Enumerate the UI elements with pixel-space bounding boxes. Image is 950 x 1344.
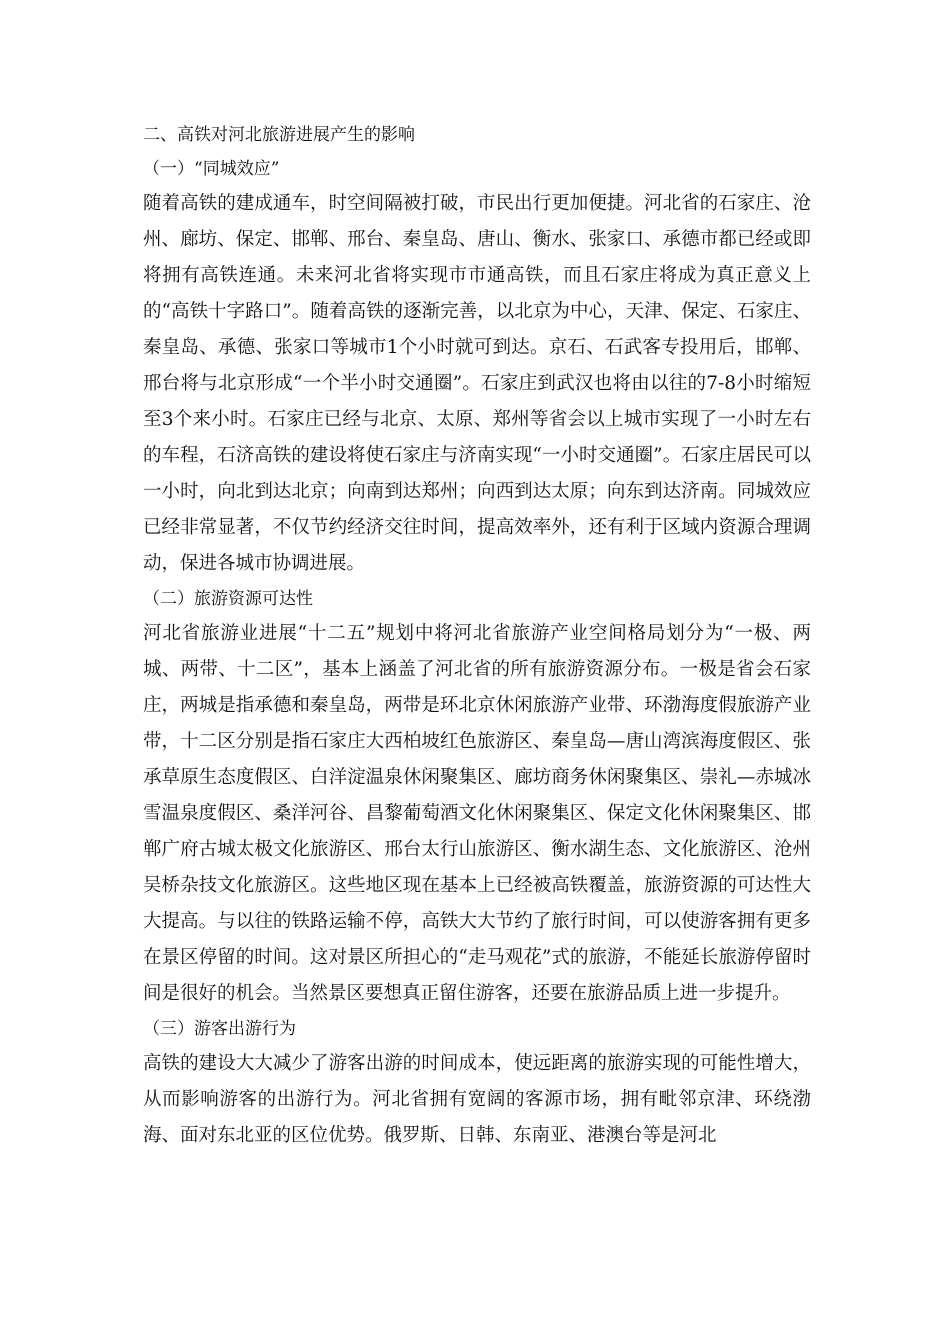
paragraph-1: 随着高铁的建成通车，时空间隔被打破，市民出行更加便捷。河北省的石家庄、沧州、廊坊、保定、邯郸、邢台、秦皇岛、唐山、衡水、张家口、承德市都已经或即将拥有高铁连通。未来河北省将实现市市通高铁，而且石家庄将成为真正意义上的“高铁十字路口”。随着高铁的逐渐完善，以北京为中心，天津、保定、石家庄、秦皇岛、承德、张家口等城市1个小时就可到达。京石、石武客专投用后，邯郸、邢台将与北京形成“一个半小时交通圈”。石家庄到武汉也将由以往的7-8小时缩短至3个来小时。石家庄已经与北京、太原、郑州等省会以上城市实现了一小时左右的车程，石济高铁的建设将使石家庄与济南实现“一小时交通圈”。石家庄居民可以一小时，向北到达北京；向南到达郑州；向西到达太原；向东到达济南。同城效应已经非常显著，不仅节约经济交往时间，提高效率外，还有利于区域内资源合理调动，保进各城市协调进展。 <box>143 193 811 574</box>
paragraph-3: 高铁的建设大大减少了游客出游的时间成本，使远距离的旅游实现的可能性增大，从而影响游客的出游行为。河北省拥有宽阔的客源市场，拥有毗邻京津、环绕渤海、面对东北亚的区位优势。俄罗斯、日韩、东南亚、港澳台等是河北 <box>143 1053 811 1146</box>
document-page <box>143 118 811 1154</box>
subsection-heading-2: （二）旅游资源可达性 <box>143 589 313 609</box>
subsection-heading-3: （三）游客出游行为 <box>143 1019 296 1039</box>
paragraph-2: 河北省旅游业进展“十二五”规划中将河北省旅游产业空间格局划分为“一极、两城、两带、十二区”，基本上涵盖了河北省的所有旅游资源分布。一极是省会石家庄，两城是指承德和秦皇岛，两带是环北京休闲旅游产业带、环渤海度假旅游产业带，十二区分别是指石家庄大西柏坡红色旅游区、秦皇岛—唐山湾滨海度假区、张承草原生态度假区、白洋淀温泉休闲聚集区、廊坊商务休闲聚集区、崇礼—赤城冰雪温泉度假区、桑洋河谷、昌黎葡萄酒文化休闲聚集区、保定文化休闲聚集区、邯郸广府古城太极文化旅游区、邢台太行山旅游区、衡水湖生态、文化旅游区、沧州吴桥杂技文化旅游区。这些地区现在基本上已经被高铁覆盖，旅游资源的可达性大大提高。与以往的铁路运输不停，高铁大大节约了旅行时间，可以使游客拥有更多在景区停留的时间。这对景区所担心的“走马观花”式的旅游，不能延长旅游停留时间是很好的机会。当然景区要想真正留住游客，还要在旅游品质上进一步提升。 <box>143 623 811 1004</box>
section-title: 二、高铁对河北旅游进展产生的影响 <box>143 125 415 145</box>
subsection-heading-1: （一）“同城效应” <box>143 159 280 179</box>
